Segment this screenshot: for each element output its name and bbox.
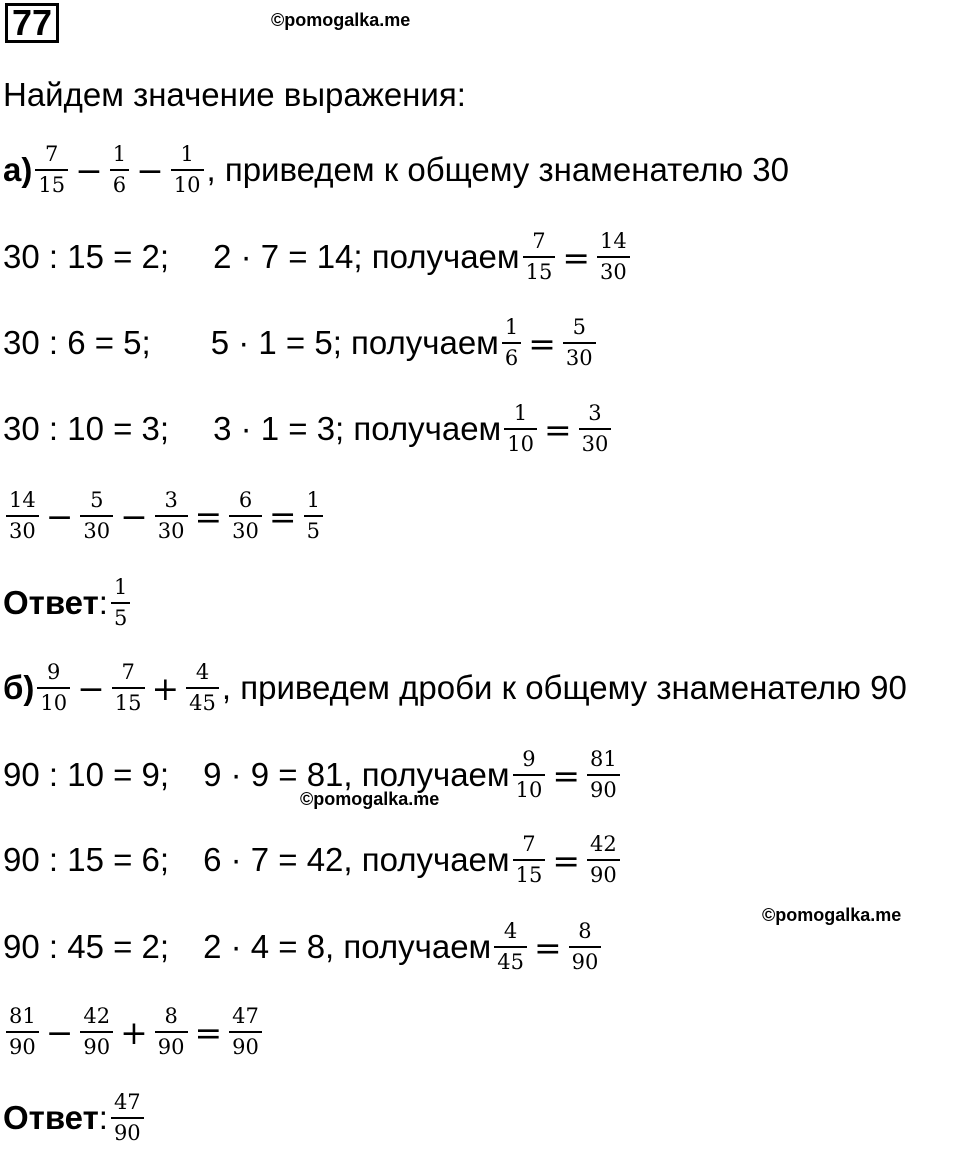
fraction [502,317,521,369]
fraction [229,490,262,542]
fraction [513,749,546,801]
multiplication: 3 · 1 = 3; получаем [213,410,502,447]
minus-sign: − [45,1012,74,1052]
division: 90 : 15 = 6; [3,841,170,878]
denominator: 15 [513,859,546,886]
part-a-text: , приведем к общему знаменателю 30 [206,151,789,188]
denominator: 30 [563,342,596,369]
denominator: 90 [111,1117,144,1144]
fraction [111,577,130,629]
denominator: 5 [111,602,130,629]
fraction [597,231,630,283]
fraction [112,662,145,714]
fraction [494,921,527,973]
watermark-middle: ©pomogalka.me [300,789,440,809]
fraction [579,403,612,455]
part-a-answer [3,568,133,638]
part-b-step-1 [3,740,623,810]
part-b-calculation [3,997,265,1067]
numerator: 7 [121,660,135,684]
fraction [304,490,323,542]
fraction [186,662,219,714]
numerator: 47 [232,1004,259,1028]
numerator: 3 [588,401,602,425]
denominator: 30 [155,515,188,542]
numerator: 81 [589,747,617,771]
minus-sign: − [45,496,74,536]
part-a-step-1 [3,222,633,292]
denominator: 90 [80,1031,113,1058]
equals-sign: = [543,409,572,449]
intro-text: Найдем значение выражения: [3,76,466,113]
equals-sign: = [533,927,562,967]
numerator: 14 [599,229,627,253]
answer-label: Ответ [3,584,99,621]
numerator: 8 [578,919,592,943]
division: 30 : 15 = 2; [3,238,170,275]
denominator: 45 [494,946,527,973]
minus-sign: − [77,668,105,708]
denominator: 30 [229,515,262,542]
fraction [513,834,546,886]
fraction [155,490,188,542]
fraction [110,144,129,196]
fraction [6,490,39,542]
minus-sign: − [136,150,164,190]
numerator: 5 [572,315,586,339]
denominator: 90 [587,774,620,801]
fraction [155,1006,188,1058]
numerator: 42 [589,832,617,856]
denominator: 90 [587,859,620,886]
numerator: 7 [532,229,546,253]
colon: : [98,1099,108,1136]
multiplication: 2 · 7 = 14; получаем [213,238,520,275]
fraction [6,1006,39,1058]
equals-sign: = [528,323,556,363]
fraction [523,231,556,283]
multiplication: 6 · 7 = 42, получаем [203,841,510,878]
denominator: 10 [504,428,537,455]
denominator: 45 [186,687,219,714]
watermark-top: ©pomogalka.me [271,10,411,30]
plus-sign: + [151,668,180,708]
denominator: 90 [229,1031,262,1058]
colon: : [98,584,108,621]
fraction [111,1092,144,1144]
fraction [37,662,70,714]
minus-sign: − [75,150,103,190]
fraction [171,144,204,196]
numerator: 4 [195,660,210,684]
division: 30 : 10 = 3; [3,410,170,447]
denominator: 90 [569,946,602,973]
equals-sign: = [194,1012,223,1052]
part-a-calculation [3,481,326,551]
numerator: 81 [9,1004,36,1028]
denominator: 30 [597,256,630,283]
denominator: 15 [523,256,556,283]
equals-sign: = [562,237,590,277]
multiplication: 9 · 9 = 81, получаем [203,756,510,793]
equals-sign: = [552,840,580,880]
equals-sign: = [552,755,580,795]
denominator: 10 [37,687,70,714]
denominator: 90 [6,1031,39,1058]
numerator: 9 [47,660,61,684]
intro-line [3,60,466,130]
equals-sign: = [268,496,297,536]
division: 90 : 10 = 9; [3,756,170,793]
problem-number: 77 [5,3,59,43]
equals-sign: = [194,496,223,536]
numerator: 14 [9,488,36,512]
denominator: 30 [80,515,113,542]
numerator: 8 [164,1004,178,1028]
numerator: 1 [113,575,128,599]
fraction [80,1006,113,1058]
fraction [80,490,113,542]
part-a-expression [3,135,789,205]
part-b-step-2 [3,825,623,895]
part-b-expression [3,653,907,723]
numerator: 47 [113,1090,141,1114]
numerator: 1 [180,142,194,166]
fraction [587,749,620,801]
denominator: 30 [6,515,39,542]
denominator: 15 [35,169,68,196]
numerator: 7 [45,142,59,166]
numerator: 6 [238,488,253,512]
multiplication: 2 · 4 = 8, получаем [203,928,492,965]
fraction [569,921,602,973]
numerator: 7 [522,832,536,856]
fraction [563,317,596,369]
division: 90 : 45 = 2; [3,928,170,965]
denominator: 5 [304,515,323,542]
denominator: 6 [502,342,521,369]
fraction [35,144,68,196]
part-b-text: , приведем дроби к общему знаменателю 90 [221,669,907,706]
part-a-step-3 [3,394,614,464]
denominator: 30 [579,428,612,455]
plus-sign: + [120,1012,148,1052]
numerator: 1 [513,401,528,425]
numerator: 42 [83,1004,111,1028]
numerator: 1 [504,315,519,339]
numerator: 3 [164,488,178,512]
numerator: 5 [90,488,104,512]
numerator: 1 [306,488,320,512]
numerator: 4 [503,919,518,943]
denominator: 10 [513,774,546,801]
numerator: 1 [112,142,127,166]
part-b-step-3 [3,912,604,982]
part-b-label: б) [3,669,35,706]
denominator: 10 [171,169,204,196]
fraction [504,403,537,455]
part-b-answer [3,1083,147,1153]
multiplication: 5 · 1 = 5; получаем [210,324,499,361]
denominator: 90 [155,1031,188,1058]
answer-label: Ответ [3,1099,99,1136]
fraction [229,1006,262,1058]
minus-sign: − [120,496,148,536]
division: 30 : 6 = 5; [3,324,151,361]
part-a-label: а) [3,151,33,188]
part-a-step-2 [3,308,599,378]
fraction [587,834,620,886]
numerator: 9 [522,747,536,771]
watermark-right: ©pomogalka.me [762,905,902,925]
denominator: 6 [110,169,129,196]
denominator: 15 [112,687,145,714]
